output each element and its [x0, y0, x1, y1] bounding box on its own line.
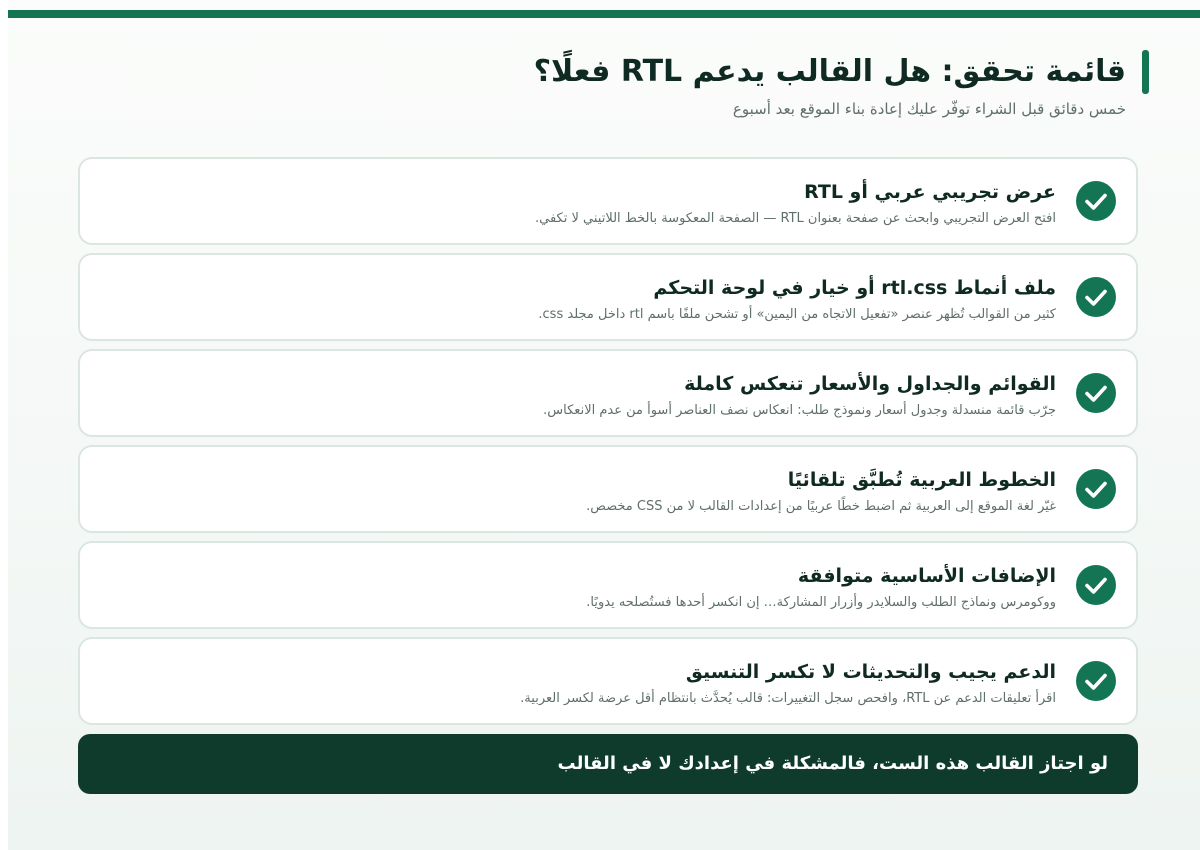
checklist-item-title: عرض تجريبي عربي أو RTL: [804, 181, 1056, 203]
check-circle-icon: [1076, 181, 1116, 221]
checklist-item: [78, 445, 1138, 533]
check-circle-icon: [1076, 373, 1116, 413]
checklist-item-title: الإضافات الأساسية متوافقة: [797, 565, 1056, 587]
check-circle-icon: [1076, 661, 1116, 701]
title-accent-bar: [1142, 50, 1149, 94]
checklist-item-description: جرّب قائمة منسدلة وجدول أسعار ونموذج طلب: انعكاس نصف العناصر أسوأ من عدم الانعكاس.: [543, 403, 1056, 418]
checklist-item: [78, 637, 1138, 725]
page-subtitle: خمس دقائق قبل الشراء توفّر عليك إعادة بناء الموقع بعد أسبوع: [732, 100, 1126, 118]
checklist-item-description: اقرأ تعليقات الدعم عن RTL، وافحص سجل التغييرات: قالب يُحدَّث بانتظام أقل عرضة لكسر العربية.: [520, 691, 1056, 706]
checklist-item: [78, 253, 1138, 341]
checklist-item-title: الدعم يجيب والتحديثات لا تكسر التنسيق: [685, 661, 1056, 683]
top-accent-bar: [8, 10, 1200, 18]
checklist-item-title: ملف أنماط rtl.css أو خيار في لوحة التحكم: [653, 277, 1056, 299]
check-circle-icon: [1076, 565, 1116, 605]
checklist-item-description: غيّر لغة الموقع إلى العربية ثم اضبط خطًا عربيًا من إعدادات القالب لا من CSS مخصص.: [586, 499, 1056, 514]
check-circle-icon: [1076, 277, 1116, 317]
checklist-item-title: القوائم والجداول والأسعار تنعكس كاملة: [684, 373, 1056, 395]
checklist: [78, 157, 1138, 733]
check-circle-icon: [1076, 469, 1116, 509]
checklist-item-description: افتح العرض التجريبي وابحث عن صفحة بعنوان RTL — الصفحة المعكوسة بالخط اللاتيني لا تكفي.: [535, 211, 1056, 226]
summary-banner-text: لو اجتاز القالب هذه الست، فالمشكلة في إعدادك لا في القالب: [557, 753, 1108, 774]
page: [8, 0, 1200, 850]
page-title: قائمة تحقق: هل القالب يدعم RTL فعلًا؟: [533, 54, 1126, 89]
checklist-item: [78, 349, 1138, 437]
checklist-item: [78, 157, 1138, 245]
checklist-item-title: الخطوط العربية تُطبَّق تلقائيًا: [787, 469, 1056, 491]
summary-banner: [78, 734, 1138, 794]
checklist-item-description: كثير من القوالب تُظهر عنصر «تفعيل الاتجاه من اليمين» أو تشحن ملفًا باسم rtl داخل مجلد css.: [538, 307, 1056, 322]
page-header: [248, 50, 1148, 120]
checklist-item: [78, 541, 1138, 629]
checklist-item-description: ووكومرس ونماذج الطلب والسلايدر وأزرار المشاركة… إن انكسر أحدها فستُصلحه يدويًا.: [586, 595, 1056, 610]
